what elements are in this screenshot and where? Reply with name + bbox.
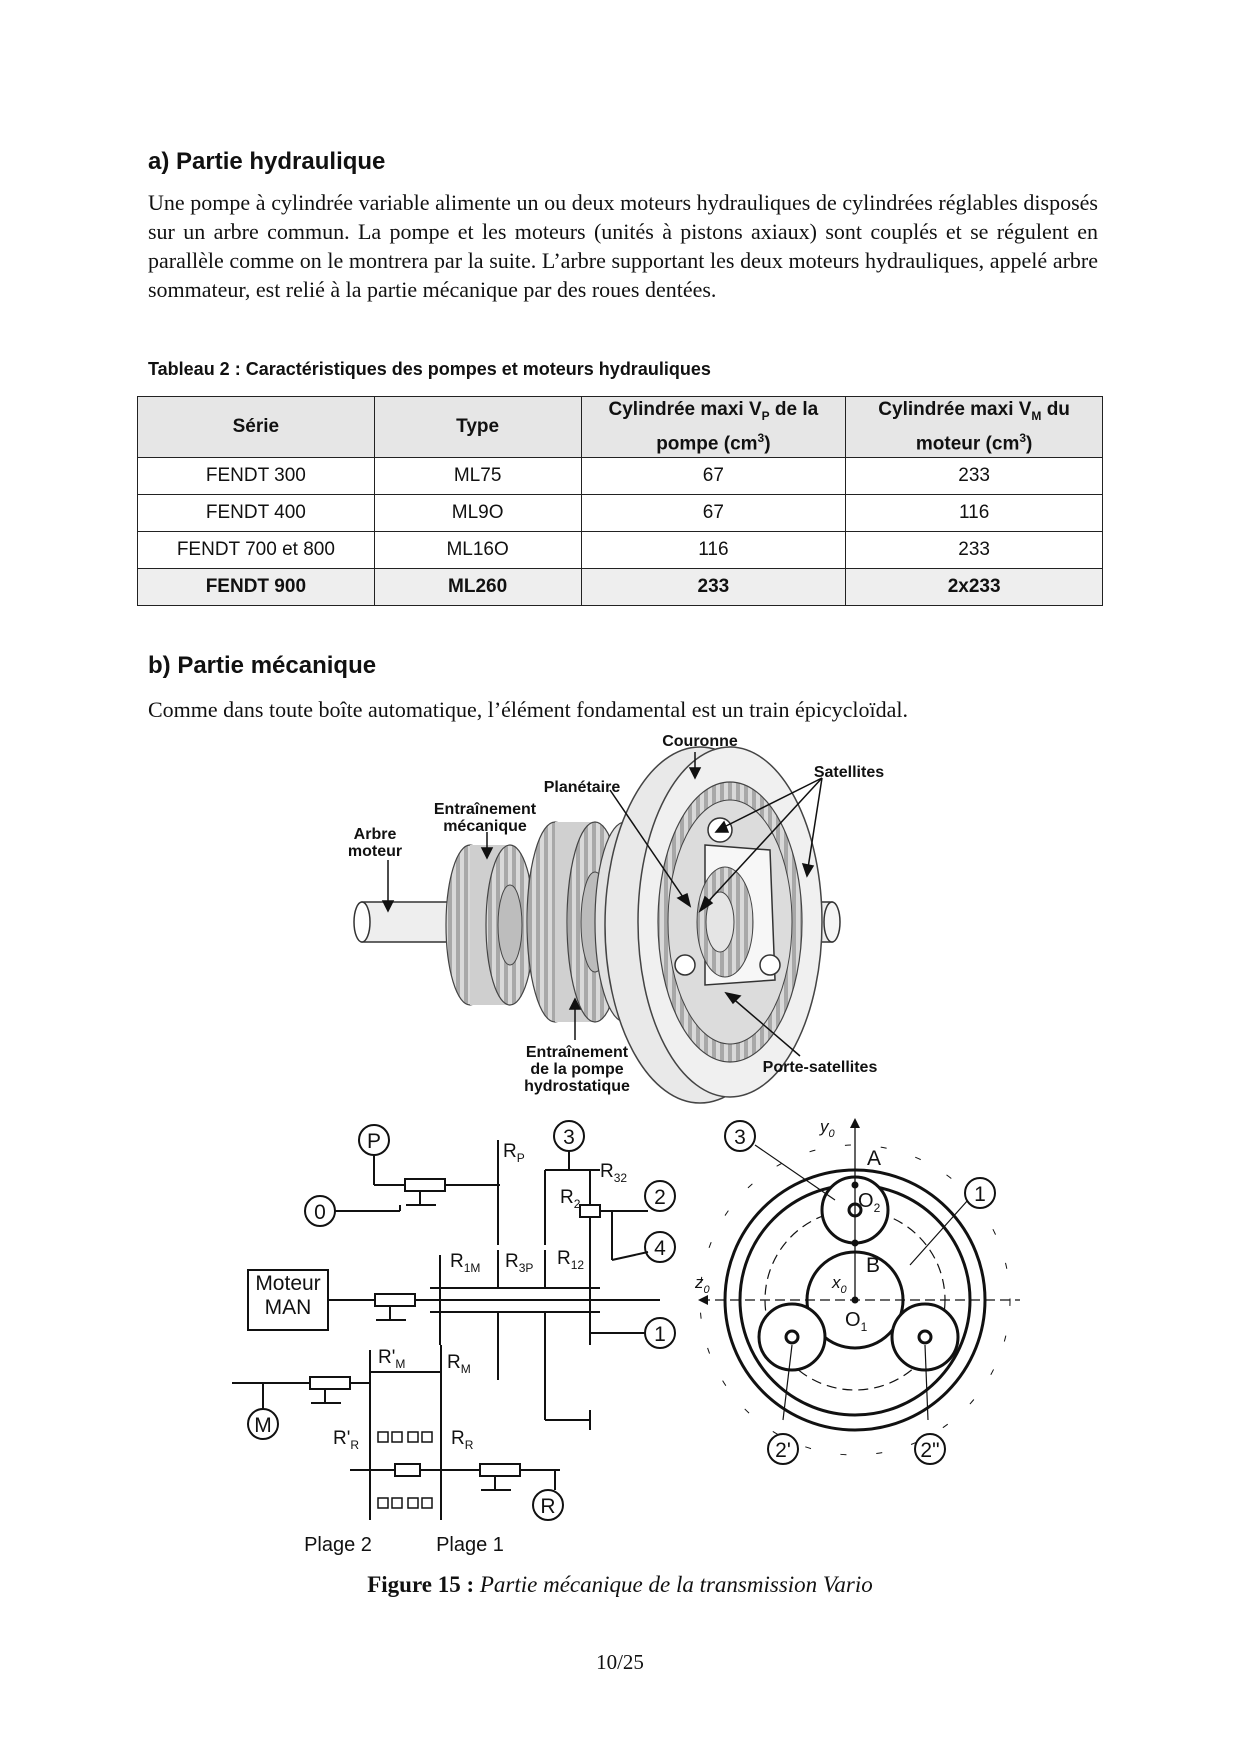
node-2: 2 bbox=[654, 1186, 666, 1209]
cell-serie: FENDT 900 bbox=[138, 569, 375, 606]
label-R32: $R_{32}$ bbox=[600, 1161, 628, 1185]
label-B: B bbox=[866, 1254, 881, 1277]
epicyclic-illustration bbox=[348, 733, 884, 1103]
header-vm: Cylindrée maxi $V_M$ du moteur $(cm^3)$ bbox=[846, 397, 1103, 458]
header-serie: Série bbox=[138, 397, 375, 458]
cell-type: ML16O bbox=[374, 532, 581, 569]
cell-serie: FENDT 300 bbox=[138, 458, 375, 495]
node-P: P bbox=[366, 1130, 382, 1153]
node-M: M bbox=[254, 1414, 272, 1437]
cell-type: ML260 bbox=[374, 569, 581, 606]
cell-vp: 67 bbox=[581, 495, 846, 532]
label-RP: $R_P$ bbox=[503, 1141, 525, 1165]
label-arbre-2: moteur bbox=[347, 843, 403, 860]
planetary-circle-diagram bbox=[698, 1118, 1020, 1464]
label-entr-meca-2: mécanique bbox=[443, 818, 527, 835]
label-R1M: $R_{1M}$ bbox=[450, 1251, 481, 1275]
header-type: Type bbox=[374, 397, 581, 458]
cell-type: ML9O bbox=[374, 495, 581, 532]
page-number: 10/25 bbox=[596, 1650, 644, 1674]
label-A: A bbox=[867, 1147, 882, 1170]
ring-gear bbox=[605, 747, 822, 1103]
label-entr-pompe-2: de la pompe bbox=[530, 1061, 624, 1078]
cell-serie: FENDT 400 bbox=[138, 495, 375, 532]
label-satellites: Satellites bbox=[813, 764, 885, 781]
label-R2: $R_2$ bbox=[560, 1187, 581, 1211]
cell-serie: FENDT 700 et 800 bbox=[138, 532, 375, 569]
label-plage2: Plage 2 bbox=[304, 1534, 372, 1556]
label-entr-pompe-1: Entraînement bbox=[525, 1044, 629, 1061]
label-O2: $O_2$ bbox=[858, 1190, 881, 1215]
node-4: 4 bbox=[654, 1237, 666, 1260]
figure-caption: Figure 15 : Partie mécanique de la transmission Vario bbox=[367, 1572, 873, 1597]
label-arbre-1: Arbre bbox=[353, 826, 397, 843]
section-a-paragraph: Une pompe à cylindrée variable alimente un ou deux moteurs hydrauliques de cylindrées réglables disposés sur un arbre commun. La pompe et les moteurs (unités à pistons axiaux) sont couplés et se régulent en parallèle comme on le montrera par la suite. L’arbre supportant les deux moteurs hydrauliques, appelé arbre sommateur, est relié à la partie mécanique par des roues dentées. bbox=[148, 190, 1098, 302]
label-plage1: Plage 1 bbox=[436, 1534, 504, 1556]
node-R: R bbox=[540, 1495, 556, 1518]
label-y0: $y_0$ bbox=[820, 1117, 835, 1140]
table-caption: Tableau 2 : Caractéristiques des pompes et moteurs hydrauliques bbox=[148, 359, 711, 379]
label-x0: $x_0$ bbox=[832, 1273, 847, 1296]
label-R3P: $R_{3P}$ bbox=[505, 1251, 534, 1275]
section-b-paragraph: Comme dans toute boîte automatique, l’élément fondamental est un train épicycloïdal. bbox=[148, 697, 908, 722]
label-R12: $R_{12}$ bbox=[557, 1248, 585, 1272]
cell-vm: 233 bbox=[846, 532, 1103, 569]
cell-vm: 2x233 bbox=[846, 569, 1103, 606]
cell-vp: 67 bbox=[581, 458, 846, 495]
cell-type: ML75 bbox=[374, 458, 581, 495]
label-RpM: $R'_M$ bbox=[378, 1347, 406, 1371]
circle-node-2p: 2' bbox=[775, 1439, 791, 1462]
circle-node-2pp: 2" bbox=[920, 1439, 940, 1462]
cell-vp: 233 bbox=[581, 569, 846, 606]
circle-node-3: 3 bbox=[734, 1126, 746, 1149]
circle-node-1: 1 bbox=[974, 1183, 986, 1206]
node-1: 1 bbox=[654, 1323, 666, 1346]
node-0: 0 bbox=[314, 1201, 326, 1224]
label-entr-meca-1: Entraînement bbox=[433, 801, 537, 818]
section-a-heading: a) Partie hydraulique bbox=[148, 148, 386, 175]
cell-vm: 233 bbox=[846, 458, 1103, 495]
label-RpR: $R'_R$ bbox=[333, 1428, 360, 1452]
section-b-heading: b) Partie mécanique bbox=[148, 652, 377, 679]
label-couronne: Couronne bbox=[662, 733, 738, 750]
gear-mechanical-drive bbox=[446, 845, 534, 1005]
label-O1: $O_1$ bbox=[845, 1309, 868, 1334]
label-entr-pompe-3: hydrostatique bbox=[524, 1078, 630, 1095]
cell-vp: 116 bbox=[581, 532, 846, 569]
label-RR: $R_R$ bbox=[451, 1428, 474, 1452]
label-porte-satellites: Porte-satellites bbox=[762, 1059, 878, 1076]
label-z0: $z_0$ bbox=[695, 1273, 710, 1296]
cell-vm: 116 bbox=[846, 495, 1103, 532]
label-RM: $R_M$ bbox=[447, 1352, 471, 1376]
moteur-man-line2: MAN bbox=[264, 1296, 312, 1319]
label-planetaire: Planétaire bbox=[543, 779, 621, 796]
header-vp: Cylindrée maxi $V_P$ de la pompe $(cm^3)$ bbox=[581, 397, 846, 458]
node-3: 3 bbox=[563, 1126, 575, 1149]
moteur-man-line1: Moteur bbox=[255, 1272, 321, 1295]
